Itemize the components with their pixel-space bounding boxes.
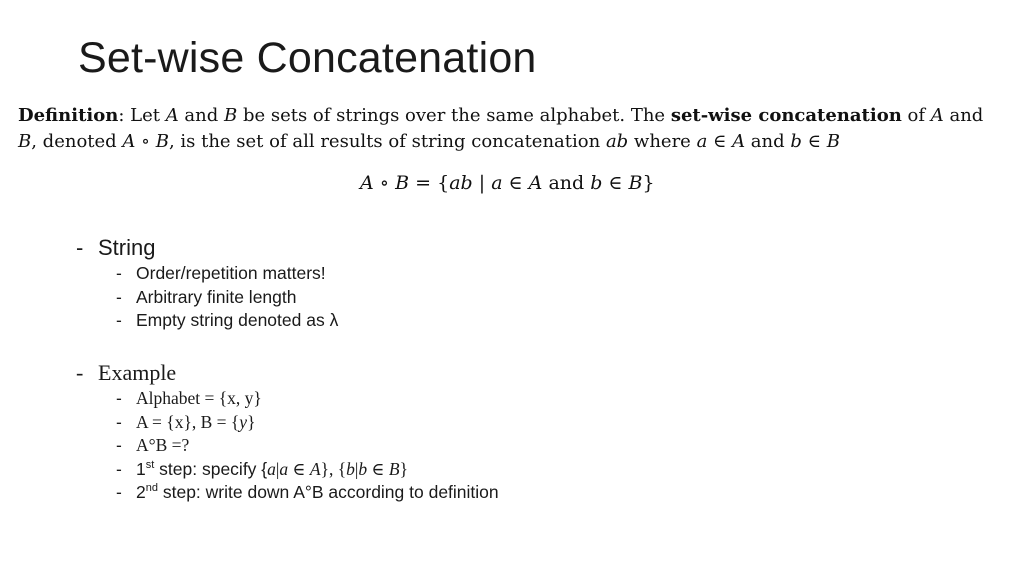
bullet-dash: -: [116, 435, 122, 455]
def-text: , denoted: [31, 131, 123, 152]
math-var: B: [388, 458, 400, 479]
bullet-dash: -: [116, 310, 122, 330]
formula-text: ∈: [502, 172, 529, 194]
bullet-dash: -: [76, 235, 84, 260]
formula-text: }: [642, 172, 655, 194]
formula-text: ∈: [602, 172, 629, 194]
math-var: A: [732, 131, 746, 152]
list-item: [116, 387, 499, 411]
def-text: where: [628, 131, 697, 152]
formula-text: and: [542, 172, 591, 194]
formula-text: = {: [409, 172, 450, 194]
list-item: [116, 458, 499, 482]
math-var: y: [239, 411, 248, 432]
math-var: A: [528, 172, 543, 194]
slide-title: Set-wise Concatenation: [78, 34, 537, 82]
bullet-dash: -: [116, 263, 122, 283]
def-text: and: [745, 131, 791, 152]
ordinal-suffix: nd: [145, 482, 158, 495]
item-text: }, {: [320, 458, 347, 479]
def-text: : Let: [118, 105, 166, 126]
math-var: a: [491, 172, 503, 194]
def-text: , is the set of all results of string concatenation: [168, 131, 606, 152]
math-var: B: [18, 131, 32, 152]
formula-text: ∘: [373, 172, 396, 194]
definition-term: set-wise concatenation: [670, 105, 902, 126]
math-var: b: [790, 131, 802, 152]
string-heading: [76, 234, 338, 262]
item-text: step: specify {: [154, 458, 268, 479]
math-var: b: [590, 172, 603, 194]
math-var: b: [346, 458, 355, 479]
def-text: be sets of strings over the same alphabet. The: [237, 105, 671, 126]
list-item: [116, 262, 338, 286]
definition-label: Definition: [18, 105, 119, 126]
definition-text: [18, 103, 1008, 155]
bullet-dash: -: [116, 458, 122, 479]
formula-text: |: [472, 172, 492, 194]
bullet-dash: -: [116, 286, 122, 307]
def-text: ∈: [707, 131, 733, 152]
math-var: B: [223, 105, 238, 126]
math-var: A: [165, 105, 179, 126]
heading-text: String: [98, 235, 156, 260]
ordinal-suffix: st: [145, 458, 155, 471]
math-var: a: [279, 458, 289, 479]
bullet-dash: -: [116, 388, 122, 408]
example-heading: [76, 359, 499, 387]
item-text: |: [354, 458, 359, 479]
example-section: [76, 359, 499, 505]
item-text: A = {x}, B = {: [136, 411, 240, 432]
item-text: |: [275, 458, 280, 479]
item-text: A°B =?: [136, 435, 190, 455]
bullet-dash: -: [116, 411, 122, 432]
math-var: ab: [605, 131, 629, 152]
def-text: and: [943, 105, 984, 126]
item-text: Order/repetition matters!: [136, 263, 326, 283]
item-text: ∈: [367, 458, 389, 479]
list-item: [116, 411, 499, 435]
string-section: [76, 234, 338, 333]
item-text: }: [399, 458, 408, 479]
math-var: B: [628, 172, 643, 194]
item-text: }: [247, 411, 256, 432]
math-var: B: [395, 172, 410, 194]
item-text: step: write down A°B according to definition: [157, 482, 499, 502]
def-text: ∘: [135, 131, 156, 152]
item-text: 2: [136, 482, 146, 502]
list-item: [116, 309, 338, 333]
list-item: [116, 434, 499, 458]
math-var: a: [267, 458, 276, 479]
def-text: ∈: [801, 131, 827, 152]
item-text: ∈: [288, 458, 310, 479]
heading-text: Example: [98, 360, 177, 385]
def-text: of: [901, 105, 931, 126]
item-text: Arbitrary finite length: [136, 286, 297, 307]
math-var: B: [155, 131, 169, 152]
item-text: 1: [136, 458, 146, 479]
definition-formula: [360, 172, 655, 194]
def-text: and: [178, 105, 224, 126]
item-text: Alphabet = {x, y}: [136, 388, 262, 408]
math-var: A: [122, 131, 136, 152]
list-item: [116, 286, 338, 310]
math-var: ab: [449, 172, 473, 194]
math-var: b: [358, 458, 368, 479]
math-var: A: [930, 105, 944, 126]
math-var: B: [826, 131, 840, 152]
math-var: a: [696, 131, 708, 152]
list-item: [116, 481, 499, 505]
bullet-dash: -: [116, 482, 122, 502]
math-var: A: [309, 458, 321, 479]
bullet-dash: -: [76, 360, 84, 385]
item-text: Empty string denoted as λ: [136, 310, 339, 330]
math-var: A: [360, 172, 374, 194]
